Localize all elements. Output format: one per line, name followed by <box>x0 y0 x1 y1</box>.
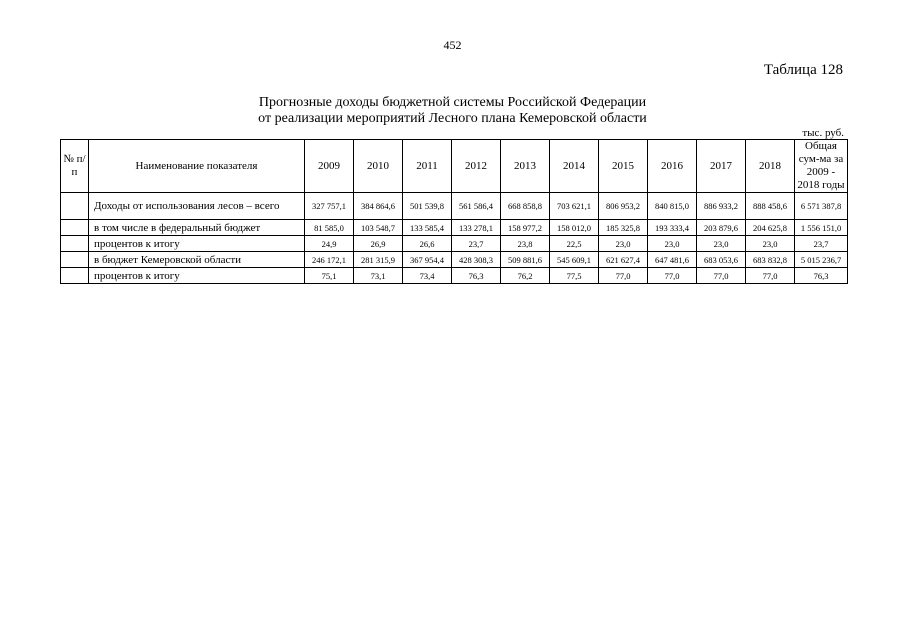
value-cell: 806 953,2 <box>599 193 648 220</box>
page-number: 452 <box>443 38 462 52</box>
value-cell: 23,7 <box>452 236 501 252</box>
header-number: № п/п <box>61 140 89 193</box>
revenue-table <box>60 139 848 284</box>
row-number <box>61 220 89 236</box>
table-row <box>61 252 848 268</box>
value-cell: 281 315,9 <box>354 252 403 268</box>
row-number <box>61 252 89 268</box>
value-cell: 26,6 <box>403 236 452 252</box>
value-cell: 683 053,6 <box>697 252 746 268</box>
total-cell: 5 015 236,7 <box>795 252 848 268</box>
value-cell: 703 621,1 <box>550 193 599 220</box>
table-row <box>61 220 848 236</box>
table-title-line-2: от реализации мероприятий Лесного плана Кемеровской области <box>258 111 647 126</box>
value-cell: 77,0 <box>697 268 746 284</box>
table-row <box>61 268 848 284</box>
value-cell: 81 585,0 <box>305 220 354 236</box>
table-label: Таблица 128 <box>763 62 843 78</box>
value-cell: 23,0 <box>697 236 746 252</box>
value-cell: 367 954,4 <box>403 252 452 268</box>
value-cell: 428 308,3 <box>452 252 501 268</box>
value-cell: 23,8 <box>501 236 550 252</box>
row-number <box>61 236 89 252</box>
header-year: 2014 <box>550 140 599 193</box>
value-cell: 840 815,0 <box>648 193 697 220</box>
value-cell: 203 879,6 <box>697 220 746 236</box>
total-cell: 6 571 387,8 <box>795 193 848 220</box>
value-cell: 509 881,6 <box>501 252 550 268</box>
value-cell: 76,3 <box>452 268 501 284</box>
row-number <box>61 193 89 220</box>
value-cell: 384 864,6 <box>354 193 403 220</box>
value-cell: 73,1 <box>354 268 403 284</box>
value-cell: 561 586,4 <box>452 193 501 220</box>
total-cell: 23,7 <box>795 236 848 252</box>
value-cell: 133 585,4 <box>403 220 452 236</box>
value-cell: 24,9 <box>305 236 354 252</box>
table-row <box>61 236 848 252</box>
value-cell: 327 757,1 <box>305 193 354 220</box>
header-year: 2016 <box>648 140 697 193</box>
value-cell: 888 458,6 <box>746 193 795 220</box>
header-year: 2017 <box>697 140 746 193</box>
header-year: 2010 <box>354 140 403 193</box>
value-cell: 185 325,8 <box>599 220 648 236</box>
row-number <box>61 268 89 284</box>
row-indicator-name: в том числе в федеральный бюджет <box>89 220 305 236</box>
value-cell: 158 977,2 <box>501 220 550 236</box>
table-header-row <box>61 140 848 193</box>
value-cell: 647 481,6 <box>648 252 697 268</box>
header-year: 2013 <box>501 140 550 193</box>
value-cell: 158 012,0 <box>550 220 599 236</box>
value-cell: 23,0 <box>746 236 795 252</box>
row-indicator-name: процентов к итогу <box>89 268 305 284</box>
value-cell: 22,5 <box>550 236 599 252</box>
table-row <box>61 193 848 220</box>
row-indicator-name: в бюджет Кемеровской области <box>89 252 305 268</box>
value-cell: 621 627,4 <box>599 252 648 268</box>
value-cell: 545 609,1 <box>550 252 599 268</box>
row-indicator-name: процентов к итогу <box>89 236 305 252</box>
value-cell: 103 548,7 <box>354 220 403 236</box>
value-cell: 77,0 <box>648 268 697 284</box>
header-year: 2015 <box>599 140 648 193</box>
value-cell: 133 278,1 <box>452 220 501 236</box>
header-year: 2018 <box>746 140 795 193</box>
value-cell: 683 832,8 <box>746 252 795 268</box>
value-cell: 668 858,8 <box>501 193 550 220</box>
value-cell: 204 625,8 <box>746 220 795 236</box>
table-title-line-1: Прогнозные доходы бюджетной системы Российской Федерации <box>258 95 647 110</box>
row-indicator-name: Доходы от использования лесов – всего <box>89 193 305 220</box>
value-cell: 23,0 <box>599 236 648 252</box>
units-label: тыс. руб. <box>802 127 844 139</box>
value-cell: 26,9 <box>354 236 403 252</box>
value-cell: 23,0 <box>648 236 697 252</box>
value-cell: 77,0 <box>599 268 648 284</box>
value-cell: 886 933,2 <box>697 193 746 220</box>
header-year: 2012 <box>452 140 501 193</box>
header-total: Общая сум-ма за 2009 - 2018 годы <box>795 140 848 193</box>
table-title <box>0 95 905 127</box>
value-cell: 73,4 <box>403 268 452 284</box>
value-cell: 75,1 <box>305 268 354 284</box>
value-cell: 77,5 <box>550 268 599 284</box>
value-cell: 76,2 <box>501 268 550 284</box>
header-year: 2011 <box>403 140 452 193</box>
header-indicator-name: Наименование показателя <box>89 140 305 193</box>
value-cell: 193 333,4 <box>648 220 697 236</box>
total-cell: 76,3 <box>795 268 848 284</box>
value-cell: 246 172,1 <box>305 252 354 268</box>
header-year: 2009 <box>305 140 354 193</box>
value-cell: 77,0 <box>746 268 795 284</box>
value-cell: 501 539,8 <box>403 193 452 220</box>
total-cell: 1 556 151,0 <box>795 220 848 236</box>
